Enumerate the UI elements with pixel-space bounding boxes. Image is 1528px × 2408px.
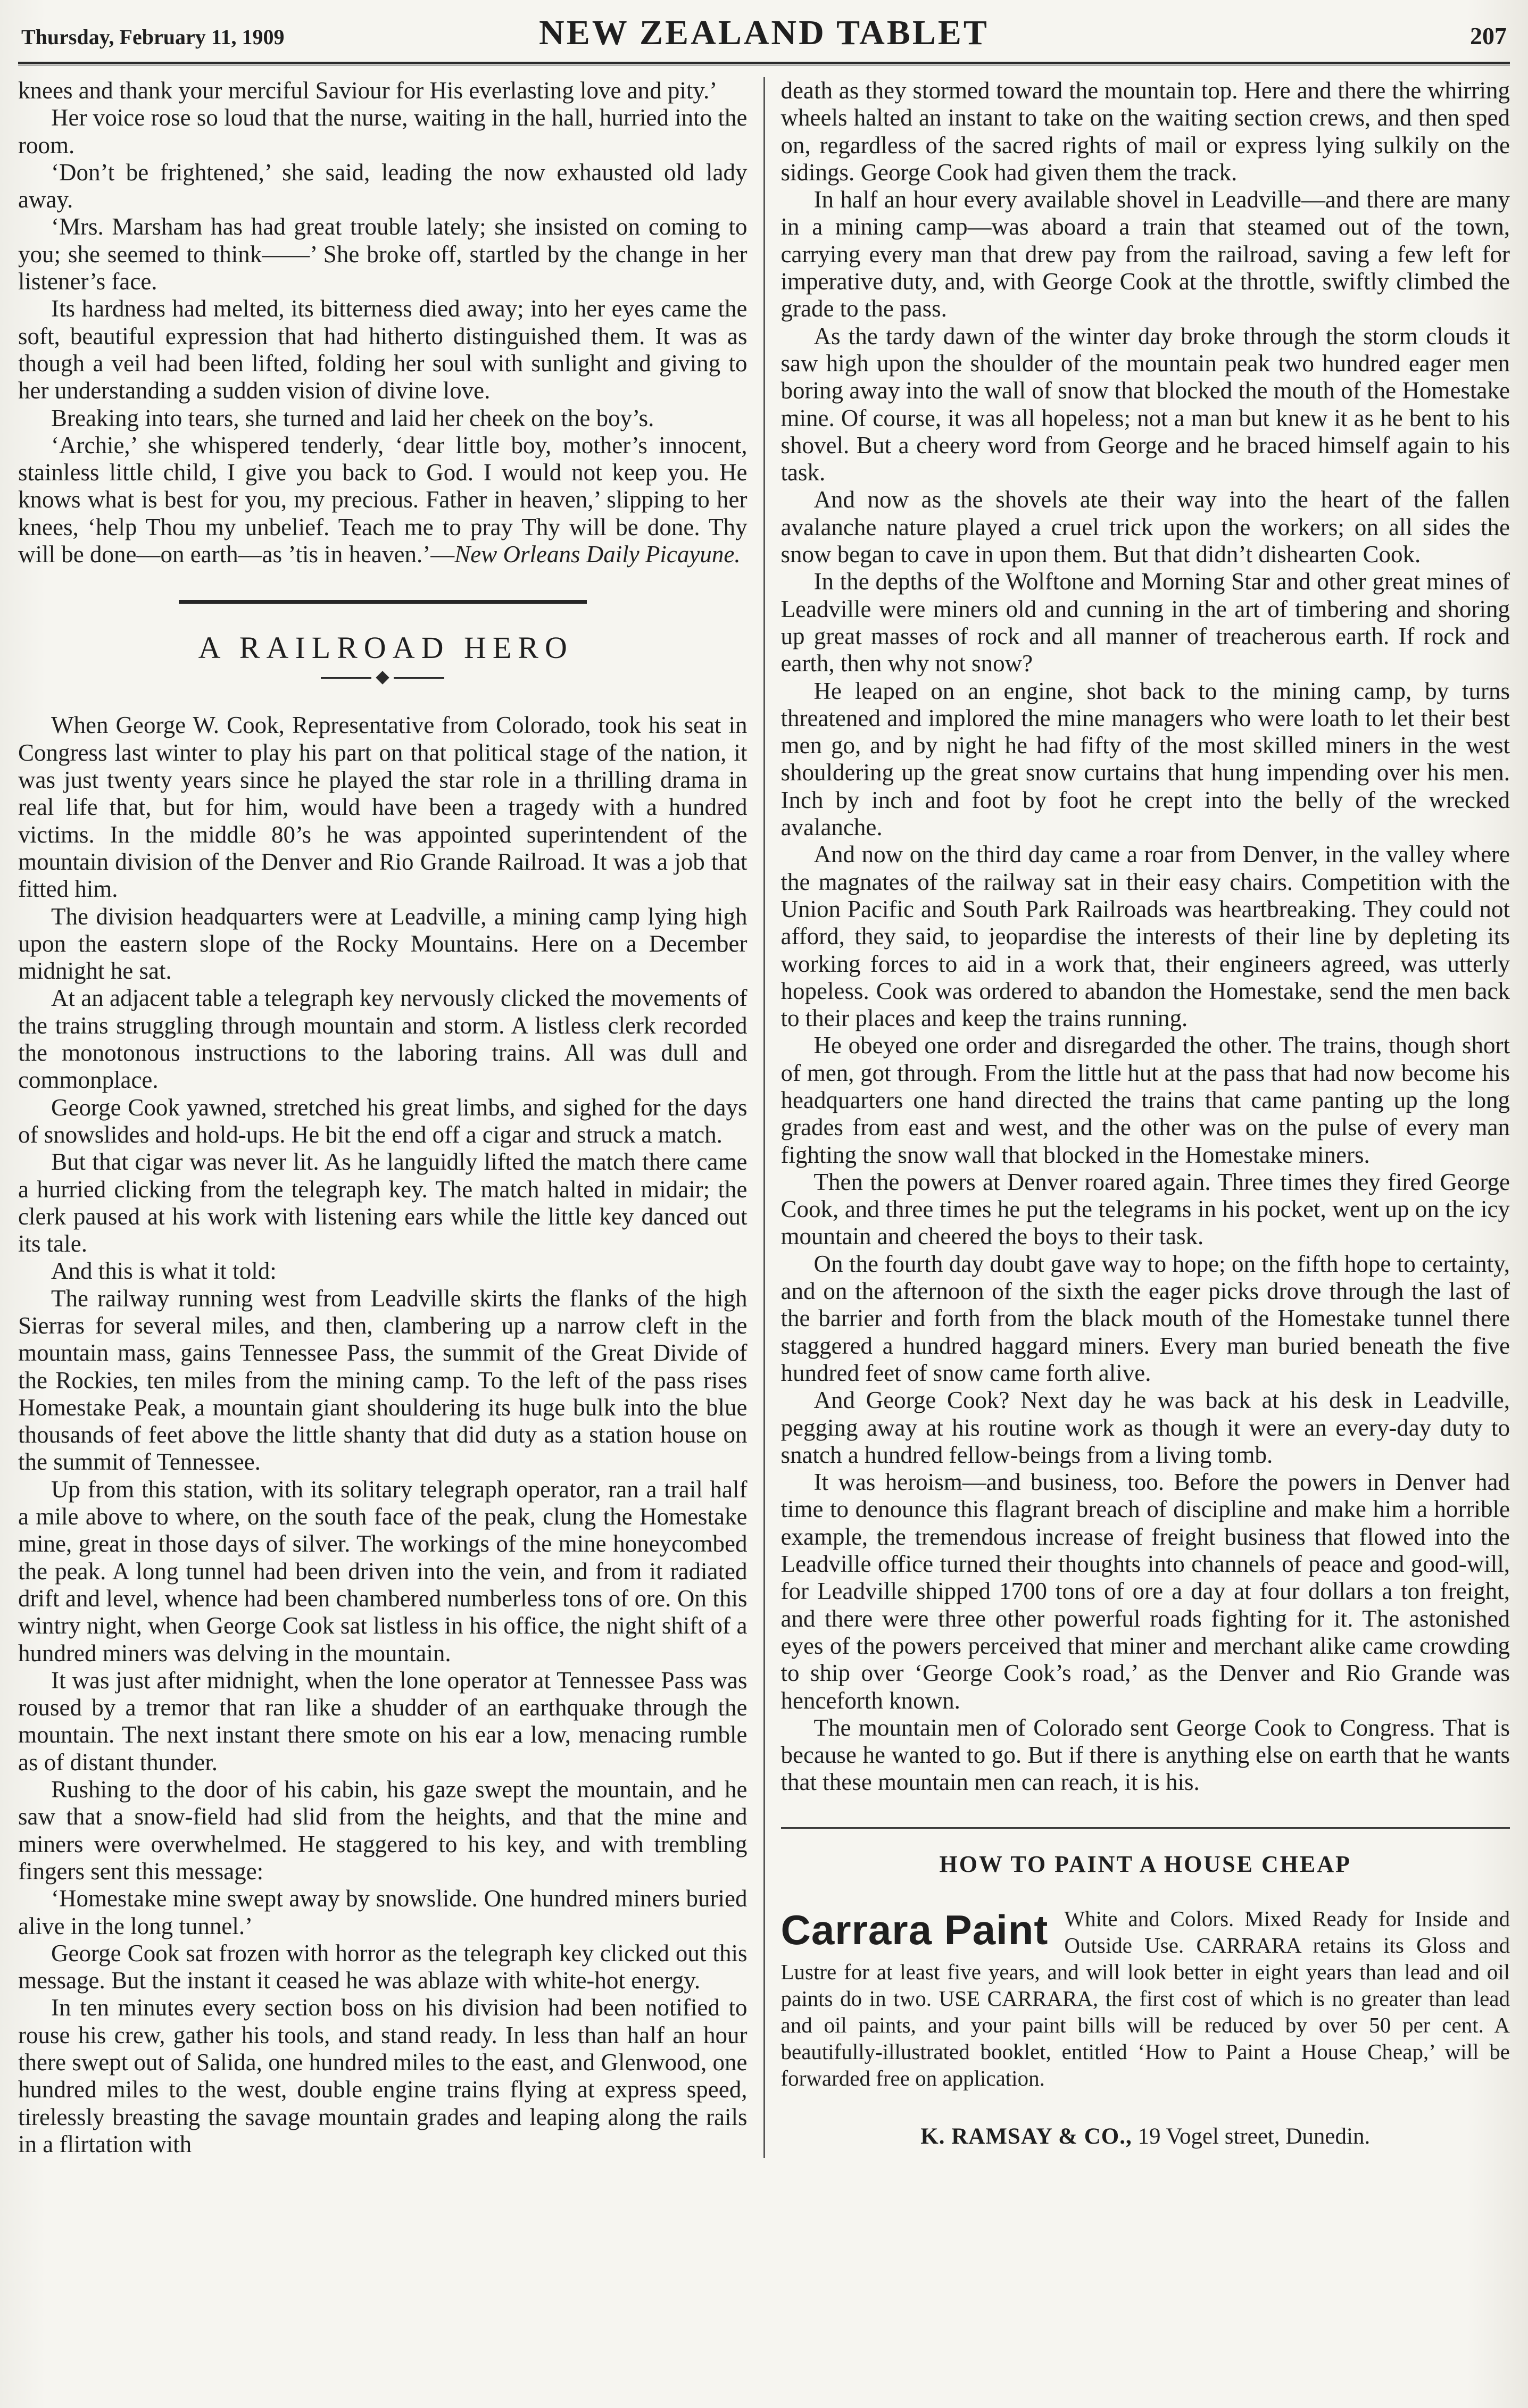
paragraph: ‘Don’t be frightened,’ she said, leading the now exhausted old lady away. — [18, 159, 748, 213]
paragraph: He obeyed one order and disregarded the other. The trains, though short of men, got through. From the little hut at the pass that had now become his headquarters one hand directed the trains that came panting up the long grades from east and west, and the other was on the pulse of every man fighting the snow wall that blocked in the Homestake miners. — [780, 1032, 1510, 1168]
paragraph: And now on the third day came a roar from Denver, in the valley where the magnates of the railway sat in their easy chairs. Competition with the Union Pacific and South Park Railroads was heartbreaking. They could not afford, they said, to jeopardise the interests of their line by depleting its working forces to aid in a work that, their engineers agreed, was utterly hopeless. Cook was ordered to abandon the Homestake, send the men back to their places and keep the trains running. — [780, 841, 1510, 1032]
article-headline: A RAILROAD HERO — [198, 630, 574, 665]
paragraph: Then the powers at Denver roared again. Three times they fired George Cook, and three times he put the telegrams in his pocket, went up on the icy mountain and cheered the boys to their task. — [780, 1168, 1510, 1250]
article-body — [18, 712, 748, 2158]
ad-contact — [781, 2123, 1510, 2149]
ad-address: 19 Vogel street, Dunedin. — [1137, 2123, 1371, 2149]
paragraph: In half an hour every available shovel in Leadville—and there are many in a mining camp—was aboard a train that steamed out of the town, carrying every man that drew pay from the railroad, saving a few left for imperative duty, and, with George Cook at the throttle, swiftly climbed the grade to the pass. — [780, 186, 1510, 322]
issue-date: Thursday, February 11, 1909 — [21, 25, 285, 49]
header-rule — [18, 62, 1510, 65]
paragraph: Its hardness had melted, its bitterness died away; into her eyes came the soft, beautiful expression that had hitherto distinguished them. It was as though a veil had been lifted, folding her soul with sunlight and giving to her understanding a sudden vision of divine love. — [18, 295, 748, 404]
carrara-paint-ad — [781, 1905, 1510, 2092]
ornament-line — [394, 677, 444, 679]
paragraph: The railway running west from Leadville skirts the flanks of the high Sierras for several miles, and then, clambering up a narrow cleft in the mountain mass, gains Tennessee Pass, the summit of the Great Divide of the Rockies, ten miles from the mining camp. To the left of the pass rises Homestake Peak, a mountain giant shouldering its huge bulk into the blue thousands of feet above the little shanty that did duty as a station house on the summit of Tennessee. — [18, 1285, 748, 1476]
left-column — [18, 77, 748, 2158]
publication-title: NEW ZEALAND TABLET — [539, 13, 989, 52]
ad-company: K. RAMSAY & CO., — [920, 2123, 1132, 2149]
page-columns — [18, 77, 1510, 2158]
story-continuation — [18, 77, 748, 432]
advertisement-divider — [781, 1827, 1510, 1829]
paragraph: In ten minutes every section boss on his division had been notified to rouse his crew, gather his tools, and stand ready. In less than half an hour there swept out of Salida, one hundred miles to the east, and Glenwood, one hundred miles to the west, double engine trains flying at express speed, tirelessly breasting the savage mountain grades and leaping along the rails in a flirtation with — [18, 1994, 748, 2157]
ad-heading: HOW TO PAINT A HOUSE CHEAP — [939, 1851, 1351, 1877]
column-divider — [763, 77, 765, 2158]
paragraph: George Cook sat frozen with horror as the telegraph key clicked out this message. But the instant it ceased he was ablaze with white-hot energy. — [18, 1939, 748, 1994]
paragraph: George Cook yawned, stretched his great limbs, and sighed for the days of snowslides and hold-ups. He bit the end off a cigar and struck a match. — [18, 1094, 748, 1148]
diamond-ornament-icon — [18, 673, 748, 682]
source-citation: New Orleans Daily Picayune. — [454, 541, 741, 568]
paragraph: It was just after midnight, when the lone operator at Tennessee Pass was roused by a tremor that ran like a shudder of an earthquake through the mountain. The next instant there smote on his ear a low, menacing rumble as of distant thunder. — [18, 1667, 748, 1776]
paragraph: ‘Mrs. Marsham has had great trouble lately; she insisted on coming to you; she seemed to think——’ She broke off, startled by the change in her listener’s face. — [18, 213, 748, 295]
paragraph: Up from this station, with its solitary telegraph operator, ran a trail half a mile above to where, on the south face of the peak, clung the Homestake mine, great in those days of silver. The workings of the mine honeycombed the peak. A long tunnel had been driven into the vein, and from it radiated drift and level, whence had been chambered numberless tons of ore. On this wintry night, when George Cook sat listless in his office, the night shift of a hundred miners was delving in the mountain. — [18, 1476, 748, 1667]
paragraph: knees and thank your merciful Saviour for His everlasting love and pity.’ — [18, 77, 718, 104]
article-body-continued — [781, 77, 1510, 1796]
page-header — [18, 7, 1510, 62]
paragraph: At an adjacent table a telegraph key nervously clicked the movements of the trains struggling through mountain and storm. A listless clerk recorded the monotonous instructions to the laboring trains. All was dull and commonplace. — [18, 985, 748, 1094]
paragraph: death as they stormed toward the mountain top. Here and there the whirring wheels halted an instant to take on the waiting section crews, and then sped on, regardless of the sacred rights of mail or express lying sulkily on the sidings. George Cook had given them the track. — [780, 77, 1510, 186]
ornament-line — [321, 677, 371, 679]
paragraph: In the depths of the Wolftone and Morning Star and other great mines of Leadville were miners old and cunning in the art of timbering and shoring up great masses of rock and all manner of treacherous earth. If rock and earth, then why not snow? — [780, 568, 1510, 677]
closing-text: ‘Archie,’ she whispered tenderly, ‘dear little boy, mother’s innocent, stainless little child, I give you back to God. I would not keep you. He knows what is best for you, my precious. Father in heaven,’ slipping to her knees, ‘help Thou my unbelief. Teach me to pray Thy will be done. Thy will be done—on earth—as ’tis in heaven.’— — [18, 431, 748, 568]
paragraph: But that cigar was never lit. As he languidly lifted the match there came a hurried clicking from the telegraph key. The match halted in midair; the clerk paused at his work with listening ears while the little key danced out its tale. — [18, 1148, 748, 1257]
right-column — [781, 77, 1510, 2158]
paragraph: Her voice rose so loud that the nurse, waiting in the hall, hurried into the room. — [18, 104, 748, 159]
section-divider-rule — [179, 600, 587, 604]
paragraph: And George Cook? Next day he was back at his desk in Leadville, pegging away at his routine work as though it were an every-day duty to snatch a hundred fellow-beings from a living tomb. — [780, 1387, 1510, 1468]
paragraph: And this is what it told: — [51, 1257, 277, 1285]
paragraph: On the fourth day doubt gave way to hope; on the fifth hope to certainty, and on the afternoon of the sixth the eager picks drove through the last of the barrier and forth from the black mouth of the Homestake tunnel there staggered a hundred haggard miners. Every man buried beneath the five hundred feet of snow came forth alive. — [780, 1250, 1510, 1386]
ad-copy: White and Colors. Mixed Ready for Inside and Outside Use. CARRARA retains its Gloss and Lustre for at least five years, and will look better in eight years than lead and oil paints do in two. USE CARRARA, the first cost of which is no greater than lead and oil paints, and your paint bills will be reduced by over 50 per cent. A beautifully-illustrated booklet, entitled ‘How to Paint a House Cheap,’ will be forwarded free on application. — [780, 1906, 1510, 2090]
article-header — [18, 600, 748, 682]
paragraph: Rushing to the door of his cabin, his gaze swept the mountain, and he saw that a snow-field had slid from the heights, and that the mine and miners were overwhelmed. He staggered to his key, and with trembling fingers sent this message: — [18, 1776, 748, 1885]
paragraph: The division headquarters were at Leadville, a mining camp lying high upon the eastern slope of the Rocky Mountains. Here on a December midnight he sat. — [18, 903, 748, 985]
paragraph: As the tardy dawn of the winter day broke through the storm clouds it saw high upon the shoulder of the mountain peak two hundred eager men boring away into the wall of snow that blocked the mouth of the Homestake mine. Of course, it was all hopeless; not a man but knew it as he bent to his shovel. But a cheery word from George and he braced himself again to his task. — [780, 322, 1510, 486]
story-closing-paragraph — [18, 432, 748, 568]
paragraph: Breaking into tears, she turned and laid her cheek on the boy’s. — [51, 404, 654, 431]
page-number: 207 — [1470, 22, 1507, 49]
paragraph: And now as the shovels ate their way into the heart of the fallen avalanche nature played a cruel trick upon the workers; on all sides the snow began to cave in upon them. But that didn’t dishearten Cook. — [780, 486, 1510, 568]
paragraph: When George W. Cook, Representative from Colorado, took his seat in Congress last winter to play his part on that political stage of the nation, it was just twenty years since he played the star role in a thrilling drama in real life that, but for him, would have been a tragedy with a hundred victims. In the middle 80’s he was appointed superintendent of the mountain division of the Denver and Rio Grande Railroad. It was a job that fitted him. — [18, 712, 748, 903]
paragraph: ‘Homestake mine swept away by snowslide. One hundred miners buried alive in the long tunnel.’ — [18, 1885, 748, 1939]
paragraph: It was heroism—and business, too. Before the powers in Denver had time to denounce this flagrant breach of discipline and make him a horrible example, the tremendous increase of freight business that flowed into the Leadville office turned their thoughts into channels of peace and good-will, for Leadville shipped 1700 tons of ore a day at four dollars a ton freight, and there were three other powerful roads fighting for it. The astonished eyes of the powers perceived that miner and merchant alike came crowding to ship over ‘George Cook’s road,’ as the Denver and Rio Grande was henceforth known. — [780, 1469, 1510, 1714]
paragraph: He leaped on an engine, shot back to the mining camp, by turns threatened and implored the mine managers who were loath to let their best men go, and by night he had fifty of the most skilled miners in the west shouldering up the great snow curtains that hung impending over his men. Inch by inch and foot by foot he crept into the belly of the wrecked avalanche. — [780, 677, 1510, 841]
paragraph: The mountain men of Colorado sent George Cook to Congress. That is because he wanted to go. But if there is anything else on earth that he wants that these mountain men can reach, it is his. — [780, 1714, 1510, 1796]
ad-brand-name: Carrara Paint — [780, 1906, 1049, 1953]
diamond-icon — [376, 671, 389, 685]
